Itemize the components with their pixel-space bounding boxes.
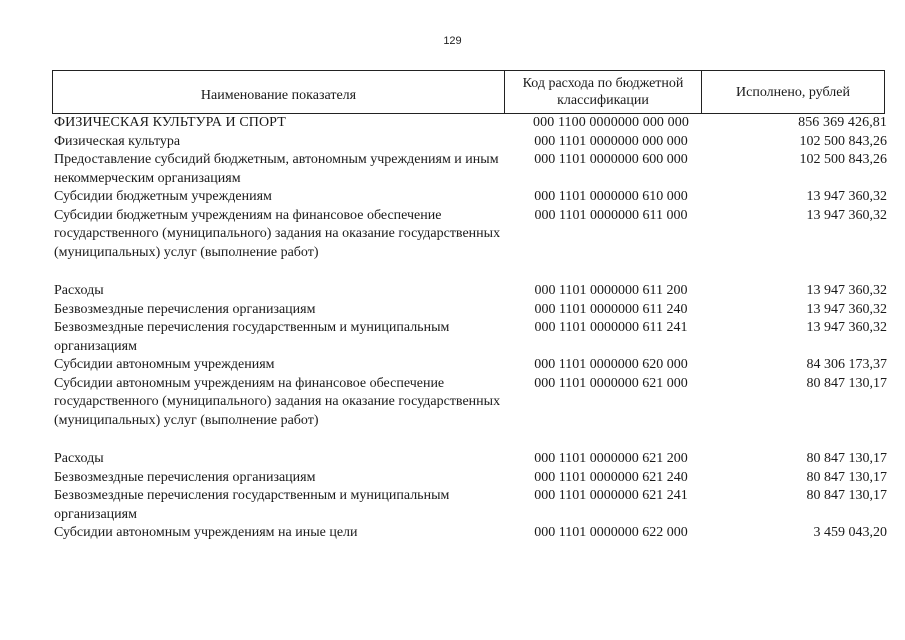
row-amount: 80 847 130,17	[806, 488, 887, 503]
row-code: 000 1101 0000000 621 200	[534, 451, 688, 466]
row-amount: 84 306 173,37	[806, 357, 887, 372]
table-row	[52, 356, 892, 375]
table-row	[52, 319, 892, 356]
row-amount: 856 369 426,81	[798, 115, 887, 130]
row-code: 000 1101 0000000 000 000	[534, 133, 688, 149]
row-code: 000 1101 0000000 611 200	[534, 283, 688, 298]
table-row	[52, 282, 892, 301]
row-amount: 13 947 360,32	[806, 283, 887, 298]
row-name: Субсидии бюджетным учреждениям на финансовое обеспечение государственного (муниципального) задания на оказание государственных (муниципальных) услуг (выполнение работ)	[54, 207, 501, 260]
row-amount: 13 947 360,32	[806, 301, 887, 317]
row-code: 000 1101 0000000 611 000	[534, 207, 688, 223]
row-code: 000 1101 0000000 620 000	[534, 357, 688, 372]
row-name: Безвозмездные перечисления государственным и муниципальным организациям	[54, 320, 450, 354]
row-name: Субсидии бюджетным учреждениям	[54, 189, 272, 204]
row-code: 000 1101 0000000 621 241	[534, 488, 688, 503]
row-amount: 102 500 843,26	[799, 152, 887, 167]
table-row	[52, 469, 892, 488]
row-name: Расходы	[54, 283, 104, 298]
row-name: ФИЗИЧЕСКАЯ КУЛЬТУРА И СПОРТ	[54, 115, 286, 130]
table-row	[52, 133, 892, 152]
table-header	[52, 70, 885, 114]
row-code: 000 1101 0000000 600 000	[534, 152, 688, 167]
table-row	[52, 301, 892, 320]
header-name: Наименование показателя	[53, 71, 505, 113]
row-amount: 3 459 043,20	[813, 525, 887, 540]
row-code: 000 1101 0000000 611 241	[534, 320, 688, 335]
row-name: Субсидии автономным учреждениям	[54, 357, 275, 372]
row-name: Предоставление субсидий бюджетным, автономным учреждениям и иным некоммерческим организациям	[54, 152, 499, 186]
header-amount: Исполнено, рублей	[736, 84, 850, 100]
table-row	[52, 114, 892, 133]
row-code: 000 1101 0000000 621 240	[534, 469, 688, 485]
row-code: 000 1101 0000000 622 000	[534, 525, 688, 540]
row-amount: 13 947 360,32	[806, 320, 887, 335]
row-amount: 102 500 843,26	[799, 133, 887, 149]
row-code: 000 1100 0000000 000 000	[533, 115, 689, 130]
row-name: Субсидии автономным учреждениям на финансовое обеспечение государственного (муниципального) задания на оказание государственных (муниципальных) услуг (выполнение работ)	[54, 375, 501, 428]
header-code: Код расхода по бюджетной классификации	[505, 71, 702, 113]
table-row	[52, 188, 892, 207]
row-code: 000 1101 0000000 610 000	[534, 189, 688, 204]
row-name: Безвозмездные перечисления организациям	[54, 469, 316, 485]
row-amount: 13 947 360,32	[806, 207, 887, 223]
table-row	[52, 151, 892, 188]
table-row	[52, 524, 892, 543]
table-row	[52, 450, 892, 469]
row-amount: 80 847 130,17	[806, 469, 887, 485]
row-name: Безвозмездные перечисления государственным и муниципальным организациям	[54, 488, 450, 522]
row-code: 000 1101 0000000 621 000	[534, 375, 688, 391]
row-name: Расходы	[54, 451, 104, 466]
row-amount: 13 947 360,32	[806, 189, 887, 204]
row-code: 000 1101 0000000 611 240	[534, 301, 688, 317]
row-amount: 80 847 130,17	[806, 375, 887, 391]
row-amount: 80 847 130,17	[806, 451, 887, 466]
row-name: Субсидии автономным учреждениям на иные цели	[54, 525, 358, 540]
table-row	[52, 487, 892, 524]
table-row	[52, 375, 892, 431]
row-name: Безвозмездные перечисления организациям	[54, 301, 316, 317]
table-body	[52, 114, 892, 543]
page-number: 129	[443, 35, 462, 47]
row-name: Физическая культура	[54, 133, 181, 149]
table-row	[52, 207, 892, 263]
